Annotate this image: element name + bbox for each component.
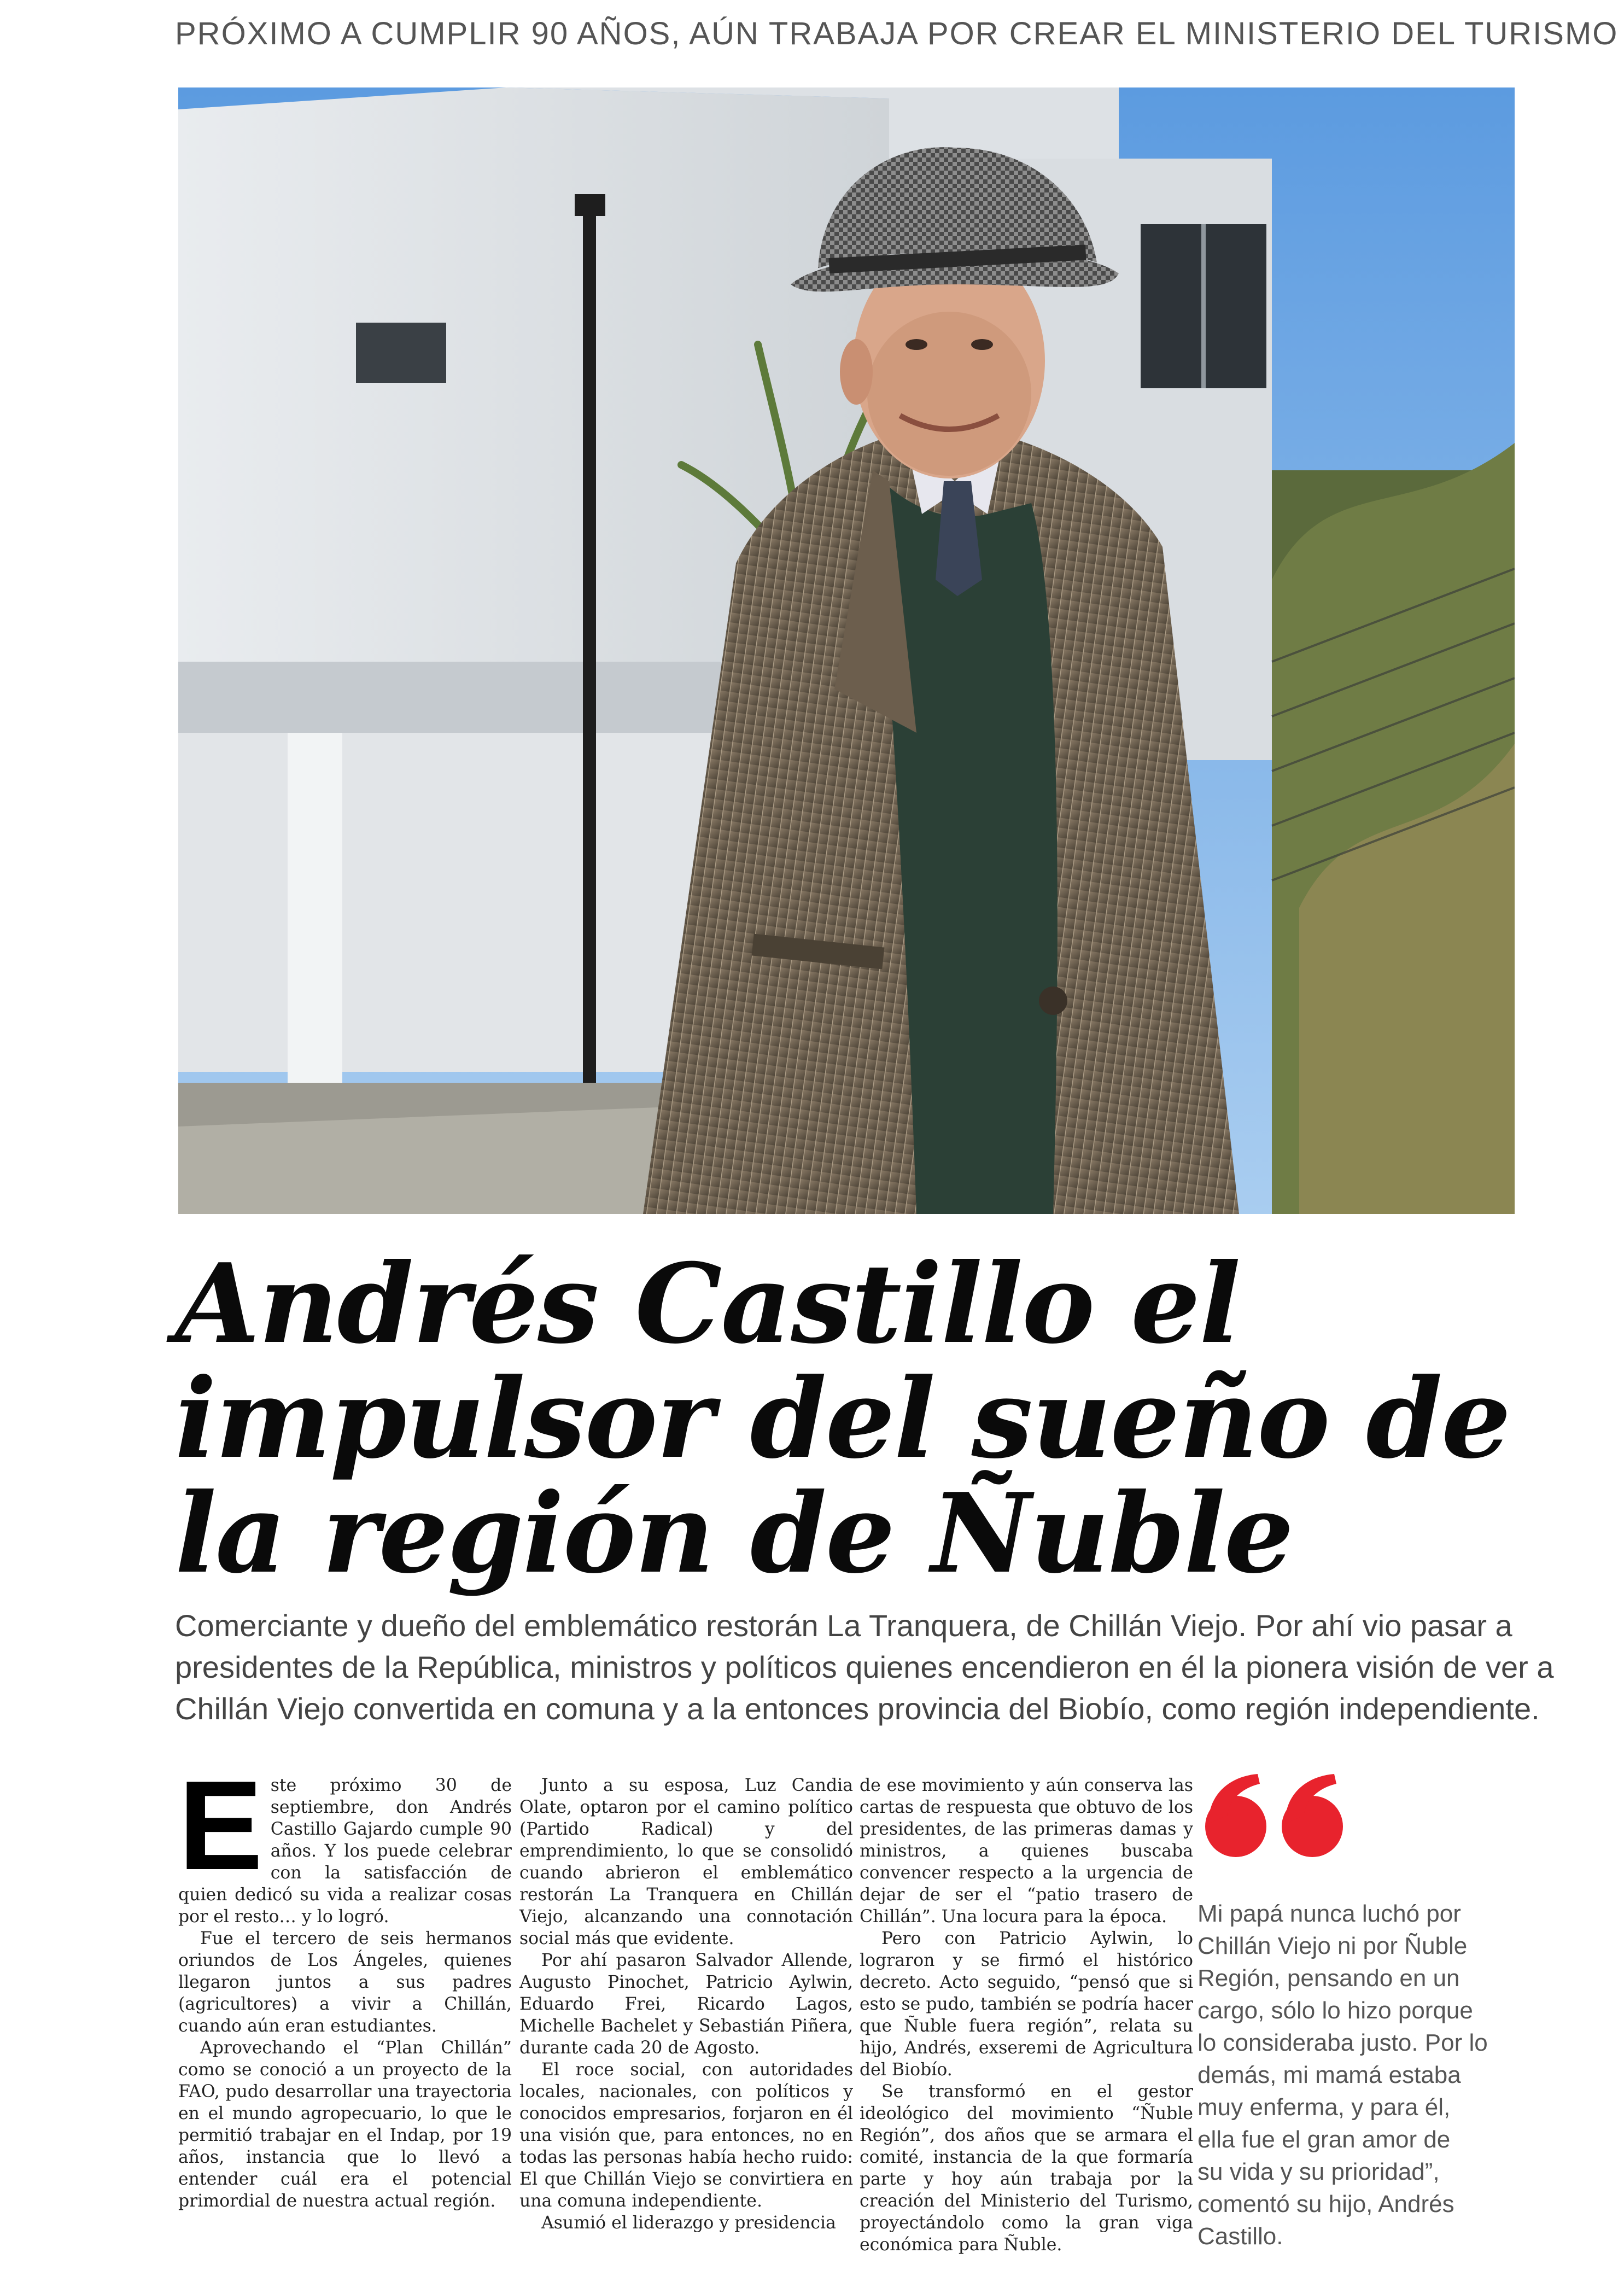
body-column-3	[860, 1775, 1193, 2256]
body-paragraph: Asumió el liderazgo y presidencia	[541, 2213, 836, 2233]
body-paragraph: Fue el tercero de seis hermanos oriundos de Los Ángeles, quienes llegaron juntos a sus padres (agricultores) a vivir a Chillán, cuando aún eran estudiantes.	[178, 1929, 512, 2036]
headline-line: la región de Ñuble	[175, 1469, 1293, 1598]
deck-line: presidentes de la República, ministros y políticos quienes encendieron en él la pionera visión de ver a	[175, 1650, 1554, 1684]
body-paragraph: Aprovechando el “Plan Chillán” como se conoció a un proyecto de la FAO, pudo desarrollar una trayectoria en el mundo agropecuario, lo que le permitió trabajar en el Indap, por 19 años, instancia que lo llevó a entender cuál era el potencial primordial de nuestra actual región.	[178, 2038, 512, 2211]
body-paragraph: Este próximo 30 de septiembre, don Andrés Castillo Gajardo cumple 90 años. Y los puede celebrar con la satisfacción de quien dedicó su vida a realizar cosas por el resto… y lo logró.	[178, 1755, 512, 1927]
pull-quote	[1197, 1898, 1526, 2252]
headline	[175, 1240, 1542, 1598]
quote-mark-icon	[1197, 1772, 1356, 1859]
body-column-2	[519, 1775, 853, 2234]
pull-quote-line: su vida y su prioridad”,	[1197, 2158, 1440, 2185]
deck	[175, 1605, 1554, 1730]
pull-quote-line: muy enferma, y para él,	[1197, 2094, 1451, 2121]
body-paragraph: Pero con Patricio Aylwin, lo lograron y se firmó el histórico decreto. Acto seguido, “pensó que si esto se pudo, también se podría hacer que Ñuble fuera región”, relata su hijo, Andrés, exseremi de Agricultura del Biobío.	[860, 1929, 1193, 2080]
body-column-1	[178, 1755, 512, 2212]
pull-quote-line: Castillo.	[1197, 2223, 1283, 2250]
pull-quote-line: Mi papá nunca luchó por	[1197, 1900, 1461, 1927]
photo-man-in-front-of-house	[178, 87, 1515, 1214]
drop-cap: E	[178, 1755, 263, 1896]
pull-quote-line: demás, mi mamá estaba	[1197, 2062, 1461, 2088]
pull-quote-line: Región, pensando en un	[1197, 1965, 1460, 1992]
pull-quote-line: cargo, sólo lo hizo porque	[1197, 1997, 1473, 2024]
pull-quote-line: comentó su hijo, Andrés	[1197, 2191, 1454, 2217]
deck-line: Chillán Viejo convertida en comuna y a la entonces provincia del Biobío, como región independiente.	[175, 1691, 1540, 1726]
main-photo	[178, 87, 1515, 1214]
body-paragraph: El roce social, con autoridades locales, nacionales, con políticos y conocidos empresarios, forjaron en él una visión que, para entonces, no en todas las personas había hecho ruido: El que Chillán Viejo se convirtiera en una comuna independiente.	[519, 2060, 853, 2211]
body-paragraph: Junto a su esposa, Luz Candia Olate, optaron por el camino político (Partido Radical) y del emprendimiento, lo que se consolidó cuando abrieron el emblemático restorán La Tranquera en Chillán Viejo, alcanzando una connotación social más que evidente.	[519, 1776, 853, 1948]
pull-quote-line: lo consideraba justo. Por lo	[1197, 2029, 1488, 2056]
headline-line: impulsor del sueño de	[175, 1355, 1510, 1483]
headline-line: Andrés Castillo el	[175, 1240, 1240, 1368]
body-paragraph: Por ahí pasaron Salvador Allende, Augusto Pinochet, Patricio Aylwin, Eduardo Frei, Ricardo Lagos, Michelle Bachelet y Sebastián Piñera, durante cada 20 de Agosto.	[519, 1951, 853, 2058]
pull-quote-line: Chillán Viejo ni por Ñuble	[1197, 1933, 1468, 1959]
kicker: PRÓXIMO A CUMPLIR 90 AÑOS, AÚN TRABAJA POR CREAR EL MINISTERIO DEL TURISMO	[175, 16, 1619, 51]
body-paragraph: de ese movimiento y aún conserva las cartas de respuesta que obtuvo de los presidentes, de las primeras damas y ministros, a quienes buscaba convencer respecto a la urgencia de dejar de ser el “patio trasero de Chillán”. Una locura para la época.	[860, 1776, 1193, 1927]
deck-line: Comerciante y dueño del emblemático restorán La Tranquera, de Chillán Viejo. Por ahí vio pasar a	[175, 1608, 1512, 1643]
body-paragraph: Se transformó en el gestor ideológico del movimiento “Ñuble Región”, dos años que se armara el comité, instancia de la que formaría parte y hoy aún trabaja por la creación del Ministerio del Turismo, proyectándolo como la gran viga económica para Ñuble.	[860, 2082, 1193, 2255]
pull-quote-line: ella fue el gran amor de	[1197, 2126, 1451, 2153]
